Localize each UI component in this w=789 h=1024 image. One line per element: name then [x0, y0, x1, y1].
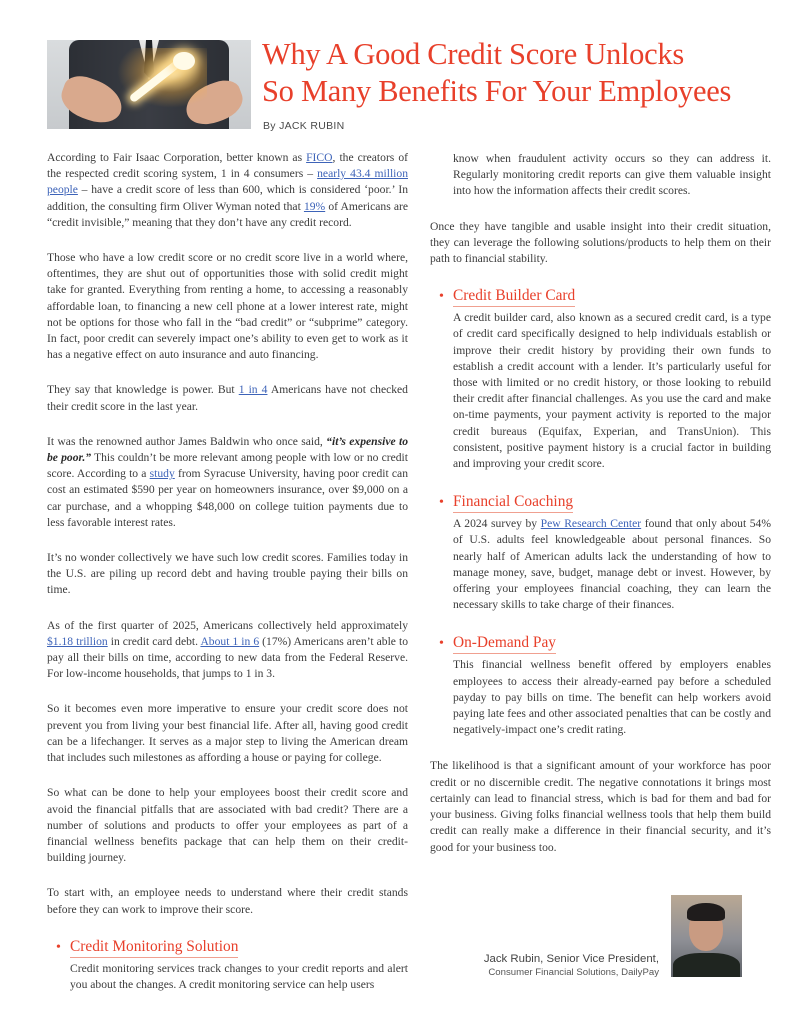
bullet-on-demand-pay [430, 633, 771, 738]
paragraph-imperative: So it becomes even more imperative to ensure your credit score does not prevent you from living your best financial life. After all, having good credit can be a lifechanger. It serves as a major step to living the American dream that includes such milestones as affording a house or paying for college. [47, 702, 408, 765]
author-department: Consumer Financial Solutions, DailyPay [488, 967, 659, 978]
heading-on-demand-pay: On-Demand Pay [453, 633, 556, 654]
heading-financial-coaching: Financial Coaching [453, 492, 573, 513]
article-title [262, 36, 762, 110]
paragraph-knowledge [47, 382, 408, 414]
bullet-body [453, 516, 771, 613]
bullet-body: This financial wellness benefit offered by employers enables employees to access their already-earned pay before a scheduled payday to pay bills on time. The benefit can help workers avoid paying late fees and other associated penalties that can be costly and negatively-impact one’s credit rating. [453, 658, 771, 737]
author-name-title: Jack Rubin, Senior Vice President, [483, 953, 659, 965]
key-head-icon [173, 52, 195, 70]
paragraph-what-can-be-done: So what can be done to help your employees boost their credit score and avoid the financial pitfalls that are associated with bad credit? There are a number of solutions and products to offer your employees as part of a financial wellness benefits package that can help them on their credit-building journey. [47, 786, 408, 865]
paragraph-once-they-have: Once they have tangible and usable insight into their credit situation, they can leverage the following solutions/products to help them on their path to financial stability. [430, 219, 771, 266]
bullet-dot-icon: • [56, 939, 61, 955]
heading-credit-builder-card: Credit Builder Card [453, 286, 575, 307]
link-43-million[interactable]: nearly 43.4 million people [47, 167, 408, 197]
left-column [47, 150, 408, 1013]
paragraph-no-wonder: It’s no wonder collectively we have such low credit scores. Families today in the U.S. are piling up record debt and having trouble paying their bills on time. [47, 551, 408, 597]
bullet-credit-monitoring [47, 937, 408, 993]
author-portrait [671, 895, 742, 977]
baldwin-quote: “it’s expensive to be poor.” [47, 434, 408, 465]
bullet-financial-coaching [430, 492, 771, 613]
portrait-body [673, 953, 740, 977]
link-fico[interactable]: FICO [306, 151, 333, 164]
bullet-dot-icon: • [439, 495, 444, 511]
paragraph-debt [47, 618, 408, 683]
text: Americans have not checked their credit score in the last year. [47, 383, 408, 413]
right-column [430, 151, 771, 875]
text: found that only about 54% of U.S. adults feel knowledgeable about personal finances. So nearly half of American adults lack the understanding of how to manage money, save, budget, manage debt or invest. However, by offering your employees financial coaching, they can learn the necessary skills to take charge of their finances. [453, 517, 772, 612]
text: A 2024 survey by [453, 517, 541, 531]
text: from Syracuse University, having poor credit can cost an estimated $590 per year on homeowners insurance, over $9,000 on a car purchase, and a whopping $48,000 on college tuition payments due to less favorable interest rates. [47, 467, 408, 529]
link-study[interactable]: study [149, 467, 175, 481]
hero-image-glowing-key-hands [47, 40, 251, 129]
text: It was the renowned author James Baldwin who once said, [47, 434, 327, 448]
portrait-hair [687, 903, 725, 921]
bullet-heading [47, 937, 408, 958]
bullet-credit-builder-card [430, 286, 771, 472]
link-1-18-trillion[interactable]: $1.18 trillion [47, 634, 108, 648]
paragraph-intro [47, 150, 408, 231]
link-pew-research-center[interactable]: Pew Research Center [540, 517, 642, 531]
bullet-body: A credit builder card, also known as a secured credit card, is a type of credit card specifically designed to help individuals establish or improve their credit history by providing their own funds to establish a credit account with a lender. It’s particularly useful for those with limited or no credit history, or those looking to rebuild their credit after financial challenges. As you use the card and make on-time payments, your payment activity is reported to the major credit bureaus (Equifax, Experian, and TransUnion). This consistent, positive payment history is a crucial factor in building and improving your credit score. [453, 311, 771, 471]
paragraph-baldwin [47, 434, 408, 531]
heading-credit-monitoring: Credit Monitoring Solution [70, 937, 238, 958]
title-line-2: So Many Benefits For Your Employees [262, 74, 732, 108]
text: They say that knowledge is power. But [47, 383, 239, 397]
title-line-1: Why A Good Credit Score Unlocks [262, 37, 684, 71]
text: , the creators of the respected credit scoring system, 1 in 4 consumers – [47, 151, 408, 181]
bullet-dot-icon: • [439, 289, 444, 305]
link-19-percent[interactable]: 19% [303, 199, 326, 213]
paragraph-start-with: To start with, an employee needs to understand where their credit stands before they can work to improve their score. [47, 886, 408, 916]
bullet-heading [430, 286, 771, 307]
bullet-dot-icon: • [439, 636, 444, 652]
link-about-1-in-6[interactable]: About 1 in 6 [200, 634, 260, 648]
text: As of the first quarter of 2025, Americans collectively held approximately [47, 618, 408, 632]
paragraph-conclusion: The likelihood is that a significant amount of your workforce has poor credit or no discernible credit. The negative connotations it brings most certainly can lead to financial stress, which is bad for them and bad for your business. Giving folks financial wellness tools that help them build credit can really make a difference in their financial security, and it’s good for your business too. [430, 759, 771, 854]
text: in credit card debt. [107, 634, 201, 648]
bullet-body: Credit monitoring services track changes to your credit reports and alert you about the changes. A credit monitoring service can help users [70, 961, 408, 991]
byline: By JACK RUBIN [263, 120, 345, 132]
text: According to Fair Isaac Corporation, better known as [47, 151, 307, 164]
text: (17%) Americans aren’t able to pay all their bills on time, according to new data from the Federal Reserve. For low-income households, that jumps to 1 in 3. [47, 634, 409, 681]
paragraph-low-credit: Those who have a low credit score or no credit score live in a world where, oftentimes, they are shut out of opportunities those with solid credit might take for granted. Everything from renting a home, to accessing a reasonably affordable loan, to financing a new cell phone at a lower interest rate, might not be options for those who fall in the “bad credit” or “subprime” category. In fact, poor credit can severely impact one’s ability to even get to work as it has a negative effect on auto insurance and auto financing. [47, 251, 408, 362]
link-1-in-4[interactable]: 1 in 4 [238, 383, 268, 397]
bullet-credit-monitoring-continued: know when fraudulent activity occurs so they can address it. Regularly monitoring credit reports can give them valuable insight into how the information affects their credit scores. [453, 152, 771, 198]
bullet-heading [430, 492, 771, 513]
author-signature [484, 953, 659, 978]
bullet-heading [430, 633, 771, 654]
text: This couldn’t be more relevant among people with low or no credit score. According to a [47, 451, 408, 481]
text: – have a credit score of less than 600, which is considered ‘poor.’ In addition, the consulting firm Oliver Wyman noted that [47, 183, 408, 213]
text: of Americans are “credit invisible,” meaning that they don’t have any credit record. [47, 199, 408, 229]
